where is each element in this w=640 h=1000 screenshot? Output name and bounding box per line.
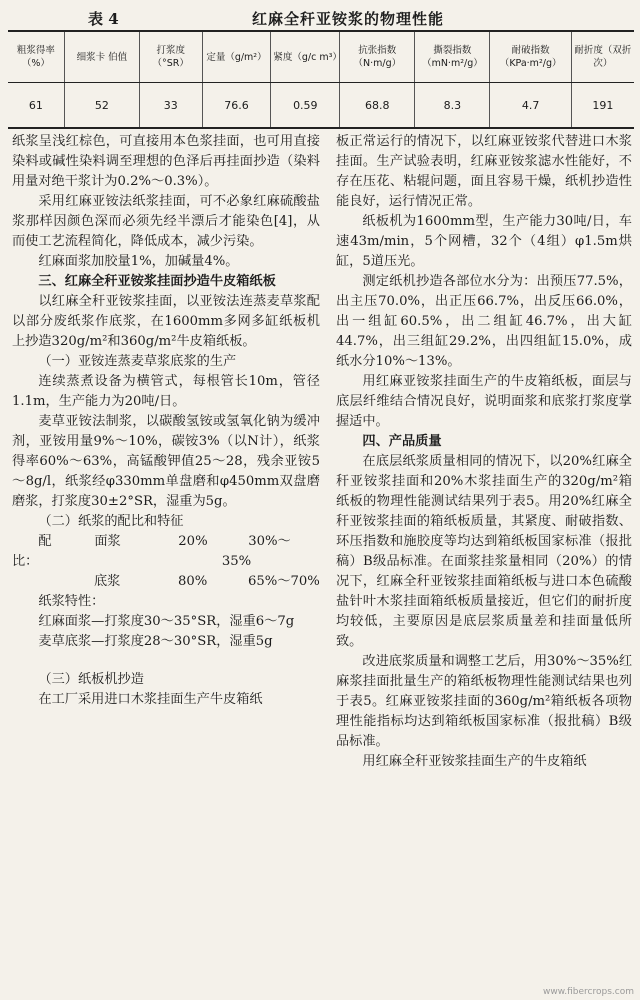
table-cell: 0.59 <box>271 83 340 129</box>
ratio-row-base <box>12 572 320 592</box>
ratio-face-label: 面浆 <box>94 534 121 549</box>
paragraph: 纸浆呈浅红棕色，可直接用本色浆挂面，也可用直接染料或碱性染料调至理想的色泽后再挂面抄造（染料用量对绝干浆计为0.2%～0.3%）。 <box>12 134 320 189</box>
paragraph: 改进底浆质量和调整工艺后，用30%～35%红麻浆挂面批量生产的箱纸板物理性能测试结果也列于表5。红麻亚铵浆挂面的360g/m²箱纸板各项物理性能指标均达到箱纸板国家标准（报批稿）B级品标准。 <box>336 654 633 749</box>
table-caption <box>0 6 640 28</box>
paragraph: 采用红麻亚铵法纸浆挂面，可不必象红麻硫酸盐浆那样因颜色深而必须先经半漂后才能染色[4]，从而使工艺流程简化，降低成本，减少污染。 <box>12 194 320 249</box>
properties-table <box>8 30 634 129</box>
table-cell: 61 <box>8 83 64 129</box>
table-header-cell: 定量（g/m²） <box>202 31 271 83</box>
paragraph: 纸浆特性： <box>38 594 105 609</box>
paragraph: 纸板机为1600mm型，生产能力30吨/日，车速43m/min，5个网槽，32个（4组）φ1.5m烘缸，5道压光。 <box>336 214 632 269</box>
paragraph: 麦草底浆—打浆度28～30°SR，湿重5g <box>38 634 273 649</box>
paragraph: 测定纸机抄造各部位水分为：出预压77.5%，出主压70.0%，出正压66.7%，出反压66.0%，出一组缸60.5%，出二组缸46.7%，出大缸44.7%，出三组缸29.2%，出四组缸15.0%，成纸水分10%～13%。 <box>336 274 632 369</box>
table-number: 表 4 <box>88 10 119 28</box>
table-cell: 191 <box>571 83 634 129</box>
right-column <box>336 132 632 772</box>
paragraph: 红麻面浆加胶量1%，加碱量4%。 <box>38 254 239 269</box>
ratio-base-label: 底浆 <box>94 574 121 589</box>
section-heading: 四、产品质量 <box>362 434 442 449</box>
ratio-row-face <box>12 532 320 572</box>
paragraph: 用红麻亚铵浆挂面生产的牛皮箱纸板，面层与底层纤维结合情况良好，说明面浆和底浆打浆度掌握适中。 <box>336 374 632 429</box>
paragraph: 红麻面浆—打浆度30～35°SR，湿重6～7g <box>38 614 295 629</box>
table-header-cell: 耐折度（双折次） <box>571 31 634 83</box>
paragraph: 板正常运行的情况下，以红麻亚铵浆代替进口木浆挂面。生产试验表明，红麻亚铵浆滤水性能好，不存在压花、粘辊问题，面且容易干燥，纸机抄造性能良好，运行情况正常。 <box>336 134 632 209</box>
subsection-heading: （三）纸板机抄造 <box>38 672 144 687</box>
table-cell: 68.8 <box>340 83 415 129</box>
left-column <box>12 132 320 710</box>
table-header-cell: 抗张指数（N·m/g） <box>340 31 415 83</box>
ratio-base-b: 65%～70% <box>248 574 320 589</box>
table-cell: 33 <box>139 83 202 129</box>
ratio-face-a: 20% <box>178 534 208 549</box>
table-header-cell: 撕裂指数（mN·m²/g） <box>415 31 490 83</box>
watermark-text: www.fibercrops.com <box>543 987 634 997</box>
paragraph: 用红麻全秆亚铵浆挂面生产的牛皮箱纸 <box>362 754 587 769</box>
table-header-row <box>8 31 634 83</box>
table-cell: 4.7 <box>490 83 571 129</box>
ratio-face-b: 30%～35% <box>221 534 291 569</box>
table-title: 红麻全秆亚铵浆的物理性能 <box>252 10 445 28</box>
paragraph: 在底层纸浆质量相同的情况下，以20%红麻全秆亚铵浆挂面和20%木浆挂面生产的320g/m²箱纸板的物理性能测试结果列于表5。用20%红麻全秆亚铵浆挂面的箱纸板质量，其紧度、耐破指数、环压指数和施胶度等均达到箱纸板国家标准（报批稿）B级品标准。在面浆挂浆量相同（20%）的情况下，红麻全秆亚铵浆挂面箱纸板与进口本色硫酸盐针叶木浆挂面箱纸板质量接近，但它们的耐折度均较低，主要原因是底层浆质量差和挂面量低所致。 <box>336 454 632 649</box>
spacer <box>12 652 320 670</box>
table-header-cell: 细浆卡 伯值 <box>64 31 139 83</box>
ratio-label: 配比： <box>12 534 52 569</box>
ratio-base-a: 80% <box>178 574 208 589</box>
section-heading: 三、红麻全秆亚铵浆挂面抄造牛皮箱纸板 <box>38 274 276 289</box>
table-header-cell: 紧度（g/c m³） <box>271 31 340 83</box>
table-cell: 52 <box>64 83 139 129</box>
paragraph: 在工厂采用进口木浆挂面生产牛皮箱纸 <box>38 692 263 707</box>
paragraph: 连续蒸煮设备为横管式，每根管长10m，管径1.1m，生产能力为20吨/日。 <box>12 374 320 409</box>
table-header-cell: 打浆度（°SR） <box>139 31 202 83</box>
subsection-heading: （二）纸浆的配比和特征 <box>38 514 184 529</box>
paragraph: 以红麻全秆亚铵浆挂面，以亚铵法连蒸麦草浆配以部分废纸浆作底浆，在1600mm多网多缸纸板机上抄造320g/m²和360g/m²牛皮箱纸板。 <box>12 294 320 349</box>
table-cell: 8.3 <box>415 83 490 129</box>
table-cell: 76.6 <box>202 83 271 129</box>
table-header-cell: 耐破指数（KPa·m²/g） <box>490 31 571 83</box>
table-header-cell: 粗浆得率（%） <box>8 31 64 83</box>
paragraph: 麦草亚铵法制浆，以碳酸氢铵或氢氧化钠为缓冲剂，亚铵用量9%～10%，碳铵3%（以N计），纸浆得率60%～63%，高锰酸钾值25～28，残余亚铵5～8g/l，纸浆经φ330mm单盘磨和φ450mm双盘磨磨浆，打浆度30±2°SR，湿重为5g。 <box>12 414 320 509</box>
table-row <box>8 83 634 129</box>
subsection-heading: （一）亚铵连蒸麦草浆底浆的生产 <box>38 354 237 369</box>
